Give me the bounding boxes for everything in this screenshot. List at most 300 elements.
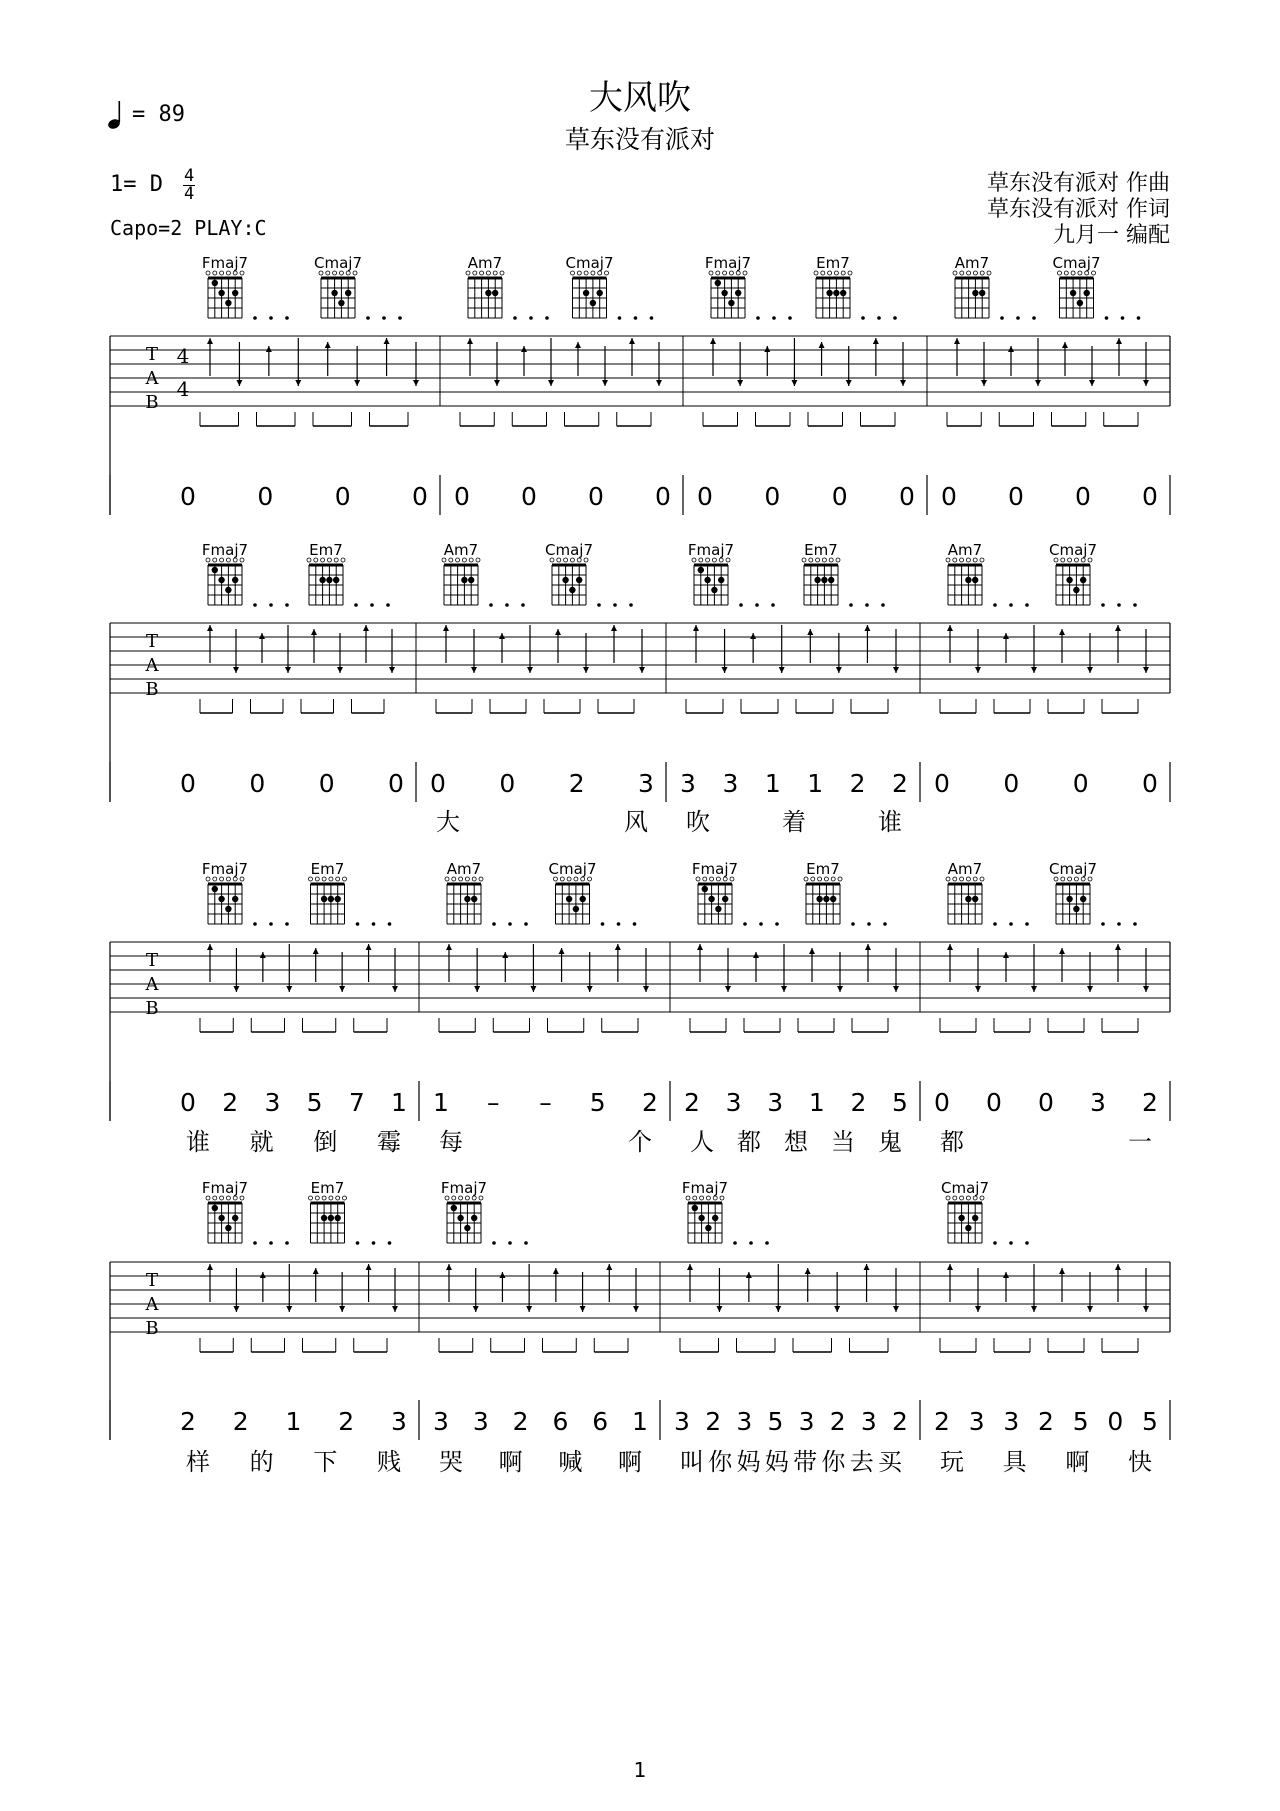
rhythm-dot: [285, 316, 289, 320]
lyric-char: 谁: [878, 808, 902, 836]
jianpu-note: 2: [705, 1407, 722, 1436]
strum-up-icon: [467, 338, 473, 344]
strum-down-icon: [893, 667, 899, 673]
strum-up-icon: [873, 338, 879, 344]
rhythm-dot: [1101, 603, 1105, 607]
open-string-marker: [341, 558, 345, 562]
strum-up-icon: [1115, 944, 1121, 950]
jianpu-note: 1: [808, 1088, 825, 1117]
strum-down-icon: [392, 986, 398, 992]
chord-dot: [218, 290, 224, 296]
chord-name: Cmaj7: [1049, 541, 1097, 559]
chord-dot: [225, 906, 231, 912]
rhythm-dot: [1025, 603, 1029, 607]
jianpu-note: 0: [941, 482, 957, 511]
rhythm-dot: [765, 1241, 769, 1245]
strum-down-icon: [846, 380, 852, 386]
lyric-char: 妈: [736, 1448, 761, 1476]
strum-up-icon: [313, 1268, 319, 1274]
chord-dot: [826, 290, 832, 296]
rhythm-dot: [356, 922, 360, 926]
chord-diagram: [549, 860, 597, 924]
rhythm-dot: [253, 1241, 257, 1245]
tab-clef-letter: B: [145, 1318, 159, 1339]
chord-diagram: [692, 860, 738, 924]
chord-dot: [1073, 587, 1079, 593]
jianpu-note: 5: [1142, 1407, 1158, 1436]
chord-dot: [212, 886, 218, 892]
jianpu-note: 0: [499, 769, 516, 798]
tab-clef-letter: T: [145, 1270, 159, 1291]
chord-dot: [704, 577, 710, 583]
rhythm-dot: [601, 922, 605, 926]
chord-name: Am7: [467, 254, 503, 272]
strum-down-icon: [580, 1306, 586, 1312]
rhythm-dot: [388, 1241, 392, 1245]
rhythm-dot: [513, 316, 517, 320]
chord-diagram: [1053, 254, 1101, 318]
chord-dot: [965, 577, 971, 583]
rhythm-dot: [993, 603, 997, 607]
chord-dot: [569, 587, 575, 593]
rhythm-dot: [269, 316, 273, 320]
chord-name: Cmaj7: [941, 1179, 989, 1197]
strum-down-icon: [233, 986, 239, 992]
rhythm-dot: [524, 922, 528, 926]
strum-down-icon: [337, 667, 343, 673]
chord-diagram: [1049, 541, 1097, 605]
rhythm-dot: [521, 603, 525, 607]
rhythm-dot: [597, 603, 601, 607]
rhythm-dot: [269, 603, 273, 607]
jianpu-note: 2: [642, 1088, 658, 1117]
chord-dot: [828, 577, 834, 583]
system-2: [110, 541, 1170, 836]
strum-down-icon: [471, 667, 477, 673]
credit-lyricist: 草东没有派对 作词: [987, 197, 1170, 222]
chord-dot: [471, 896, 477, 902]
rhythm-dot: [1117, 922, 1121, 926]
chord-dot: [692, 1205, 698, 1211]
rhythm-dot: [269, 922, 273, 926]
rhythm-dot: [253, 316, 257, 320]
rhythm-dot: [788, 316, 792, 320]
lyric-char: 的: [249, 1448, 274, 1476]
jianpu-note: 3: [391, 1407, 407, 1436]
song-title: 大风吹: [589, 78, 691, 118]
rhythm-dot: [505, 603, 509, 607]
rhythm-dot: [865, 603, 869, 607]
chord-diagram: [705, 254, 751, 318]
lyric-char: 谁: [186, 1128, 210, 1156]
strum-down-icon: [587, 986, 593, 992]
rhythm-dot: [1009, 603, 1013, 607]
jianpu-note: 1: [433, 1088, 449, 1117]
strum-down-icon: [643, 986, 649, 992]
chord-name: Em7: [804, 541, 838, 559]
jianpu-note: 0: [1142, 482, 1158, 511]
strum-down-icon: [836, 667, 842, 673]
strum-up-icon: [311, 629, 317, 635]
chord-dot: [965, 1225, 971, 1231]
chord-dot: [735, 290, 741, 296]
strum-down-icon: [236, 380, 242, 386]
rhythm-dot: [1137, 316, 1141, 320]
rhythm-dot: [529, 316, 533, 320]
jianpu-note: 2: [829, 1407, 846, 1436]
system-3: [110, 860, 1170, 1156]
chord-name: Am7: [947, 541, 983, 559]
chord-diagram: [445, 860, 483, 924]
jianpu-note: 0: [697, 482, 713, 511]
strum-up-icon: [687, 1264, 693, 1270]
chord-dot: [218, 896, 224, 902]
strum-up-icon: [207, 944, 213, 950]
strum-down-icon: [725, 986, 731, 992]
jianpu-note: 0: [1075, 482, 1091, 511]
jianpu-note: 0: [1072, 769, 1089, 798]
jianpu-note: 3: [1090, 1088, 1106, 1117]
rhythm-dot: [749, 1241, 753, 1245]
rhythm-dot: [629, 603, 633, 607]
chord-dot: [979, 290, 985, 296]
jianpu-note: 3: [638, 769, 654, 798]
strum-up-icon: [207, 1264, 213, 1270]
page-number: 1: [633, 1758, 647, 1782]
strum-up-icon: [819, 342, 825, 348]
open-string-marker: [836, 558, 840, 562]
chord-dot: [972, 577, 978, 583]
jianpu-note: 5: [306, 1088, 323, 1117]
strum-up-icon: [446, 1264, 452, 1270]
chord-dot: [331, 290, 337, 296]
chord-dot: [816, 896, 822, 902]
chord-diagram: [309, 860, 347, 924]
strum-up-icon: [499, 633, 505, 639]
chord-diagram: [566, 254, 614, 318]
chord-dot: [328, 1215, 334, 1221]
jianpu-note: 0: [764, 482, 781, 511]
chord-dot: [345, 290, 351, 296]
strum-up-icon: [947, 944, 953, 950]
rhythm-dot: [613, 603, 617, 607]
strum-down-icon: [548, 380, 554, 386]
rhythm-dot: [285, 1241, 289, 1245]
jianpu-note: 0: [831, 482, 848, 511]
credit-arranger: 九月一 编配: [1053, 223, 1170, 248]
chord-name: Fmaj7: [201, 1179, 249, 1197]
strum-up-icon: [807, 629, 813, 635]
strum-up-icon: [1059, 948, 1065, 954]
chord-dot: [212, 1205, 218, 1211]
jianpu-note: 2: [512, 1407, 529, 1436]
strum-down-icon: [1031, 667, 1037, 673]
strum-up-icon: [947, 625, 953, 631]
chord-dot: [451, 1205, 457, 1211]
strum-up-icon: [1115, 625, 1121, 631]
lyric-char: 下: [313, 1448, 338, 1476]
tab-clef-letter: B: [145, 392, 159, 413]
chord-name: Fmaj7: [687, 541, 735, 559]
lyric-char: 哭: [439, 1448, 463, 1476]
strum-down-icon: [722, 667, 728, 673]
chord-diagram: [314, 254, 362, 318]
lyric-char: 就: [249, 1128, 274, 1156]
lyric-char: 鬼: [878, 1128, 902, 1156]
lyric-char: 玩: [940, 1448, 964, 1476]
jianpu-note: 2: [1038, 1407, 1054, 1436]
strum-down-icon: [1035, 380, 1041, 386]
time-signature-numerator: 4: [184, 166, 195, 186]
rhythm-dot: [633, 922, 637, 926]
jianpu-note: 3: [968, 1407, 985, 1436]
jianpu-note: 2: [568, 769, 585, 798]
chord-dot: [840, 290, 846, 296]
jianpu-note: 0: [934, 769, 950, 798]
strum-down-icon: [893, 1306, 899, 1312]
strum-down-icon: [975, 1306, 981, 1312]
lyric-char: 啊: [1065, 1448, 1090, 1476]
strum-down-icon: [981, 380, 987, 386]
jianpu-note: 5: [1072, 1407, 1089, 1436]
chord-name: Fmaj7: [691, 860, 739, 878]
lyric-char: 去: [849, 1448, 874, 1476]
rhythm-dot: [993, 1241, 997, 1245]
chord-dot: [492, 290, 498, 296]
lyric-char: 喊: [558, 1448, 583, 1476]
strum-down-icon: [474, 986, 480, 992]
chord-diagram: [802, 541, 840, 605]
strum-up-icon: [805, 1268, 811, 1274]
tab-clef-letter: B: [145, 998, 159, 1019]
chord-dot: [321, 1215, 327, 1221]
jianpu-note: 2: [180, 1407, 196, 1436]
jianpu-note: 0: [1142, 769, 1158, 798]
lyric-char: 样: [186, 1448, 210, 1476]
jianpu-note: 5: [767, 1407, 784, 1436]
chord-dot: [576, 577, 582, 583]
rhythm-dot: [771, 603, 775, 607]
strum-up-icon: [313, 948, 319, 954]
strum-up-icon: [1062, 342, 1068, 348]
strum-down-icon: [286, 986, 292, 992]
strum-down-icon: [1087, 667, 1093, 673]
jianpu-note: 0: [180, 769, 196, 798]
rhythm-dot: [269, 1241, 273, 1245]
chord-name: Em7: [310, 860, 345, 878]
chord-diagram: [814, 254, 852, 318]
chord-dot: [1073, 906, 1079, 912]
tab-timesig-den: 4: [176, 377, 190, 401]
chord-name: Fmaj7: [201, 860, 249, 878]
chord-dot: [471, 1215, 477, 1221]
strum-up-icon: [1115, 1264, 1121, 1270]
strum-up-icon: [710, 338, 716, 344]
strum-up-icon: [555, 629, 561, 635]
strum-down-icon: [656, 380, 662, 386]
jianpu-note: 2: [849, 769, 866, 798]
jianpu-note: 1: [285, 1407, 302, 1436]
jianpu-note: 1: [807, 769, 824, 798]
strum-up-icon: [1008, 346, 1014, 352]
jianpu-note: 3: [736, 1407, 753, 1436]
lyric-char: 大: [436, 808, 460, 836]
strum-down-icon: [791, 380, 797, 386]
rhythm-dot: [650, 316, 654, 320]
chord-dot: [972, 896, 978, 902]
rhythm-dot: [492, 922, 496, 926]
jianpu-note: 0: [388, 769, 404, 798]
chord-dot: [712, 1215, 718, 1221]
lyric-char: 都: [940, 1128, 964, 1156]
jianpu-note: 0: [412, 482, 428, 511]
jianpu-note: 0: [986, 1088, 1002, 1117]
tab-clef-letter: A: [145, 368, 159, 389]
strum-down-icon: [716, 1306, 722, 1312]
strum-down-icon: [779, 667, 785, 673]
chord-dot: [702, 886, 708, 892]
chord-dot: [1077, 300, 1083, 306]
rhythm-dot: [756, 316, 760, 320]
strum-down-icon: [1143, 667, 1149, 673]
lyric-char: 霉: [377, 1128, 401, 1156]
strum-up-icon: [366, 1264, 372, 1270]
strum-up-icon: [864, 1264, 870, 1270]
strum-up-icon: [521, 346, 527, 352]
chord-dot: [1080, 896, 1086, 902]
jianpu-note: 0: [1003, 769, 1020, 798]
tab-clef-letter: T: [145, 344, 159, 365]
lyric-char: 你: [821, 1448, 846, 1476]
chord-diagram: [682, 1179, 728, 1243]
lyric-char: 你: [708, 1448, 733, 1476]
rhythm-dot: [386, 603, 390, 607]
strum-down-icon: [1089, 380, 1095, 386]
jianpu-note: 0: [334, 482, 351, 511]
jianpu-note: 3: [725, 1088, 742, 1117]
lyric-char: 风: [624, 808, 648, 836]
jianpu-note: 2: [850, 1088, 867, 1117]
strum-up-icon: [384, 338, 390, 344]
strum-up-icon: [559, 948, 565, 954]
chord-name: Fmaj7: [440, 1179, 488, 1197]
rhythm-dot: [877, 316, 881, 320]
chord-dot: [218, 1215, 224, 1221]
strum-down-icon: [775, 1306, 781, 1312]
rhythm-dot: [398, 316, 402, 320]
rhythm-dot: [618, 316, 622, 320]
rhythm-dot: [993, 922, 997, 926]
chord-name: Cmaj7: [545, 541, 593, 559]
chord-dot: [715, 280, 721, 286]
chord-dot: [464, 896, 470, 902]
strum-down-icon: [975, 986, 981, 992]
rhythm-dot: [253, 603, 257, 607]
chord-dot: [319, 577, 325, 583]
chord-diagram: [946, 541, 984, 605]
chord-name: Em7: [816, 254, 850, 272]
chord-diagram: [545, 541, 593, 605]
jianpu-note: 3: [860, 1407, 877, 1436]
jianpu-note: 1: [632, 1407, 648, 1436]
chord-dot: [232, 577, 238, 583]
open-string-marker: [838, 877, 842, 881]
chord-dot: [338, 300, 344, 306]
strum-up-icon: [502, 952, 508, 958]
lyric-char: 贱: [377, 1448, 401, 1476]
lyric-char: 叫: [680, 1448, 704, 1476]
rhythm-dot: [759, 922, 763, 926]
strum-up-icon: [750, 633, 756, 639]
strum-up-icon: [366, 944, 372, 950]
strum-down-icon: [285, 667, 291, 673]
jianpu-note: 1: [764, 769, 781, 798]
rhythm-dot: [1016, 316, 1020, 320]
chord-name: Fmaj7: [201, 254, 249, 272]
strum-up-icon: [1003, 1272, 1009, 1278]
jianpu-note: 3: [722, 769, 739, 798]
chord-dot: [326, 577, 332, 583]
chord-diagram: [202, 254, 248, 318]
strum-up-icon: [809, 948, 815, 954]
strum-up-icon: [1059, 1268, 1065, 1274]
chord-diagram: [688, 541, 734, 605]
chord-name: Cmaj7: [1049, 860, 1097, 878]
strum-down-icon: [1031, 986, 1037, 992]
chord-dot: [972, 1215, 978, 1221]
chord-dot: [335, 896, 341, 902]
tab-clef-letter: T: [145, 950, 159, 971]
strum-down-icon: [413, 380, 419, 386]
chord-dot: [583, 290, 589, 296]
strum-up-icon: [553, 1268, 559, 1274]
lyric-char: 带: [793, 1448, 818, 1476]
strum-down-icon: [354, 380, 360, 386]
jianpu-note: 3: [680, 769, 696, 798]
rhythm-dot: [285, 922, 289, 926]
chord-name: Fmaj7: [681, 1179, 729, 1197]
chord-dot: [814, 577, 820, 583]
lyric-char: 具: [1002, 1448, 1027, 1476]
strum-down-icon: [837, 986, 843, 992]
chord-name: Cmaj7: [1052, 254, 1101, 272]
rhythm-dot: [867, 922, 871, 926]
strum-up-icon: [606, 1264, 612, 1270]
rhythm-dot: [617, 922, 621, 926]
chord-dot: [212, 567, 218, 573]
chord-dot: [212, 280, 218, 286]
chord-dot: [232, 1215, 238, 1221]
chord-diagram: [202, 1179, 248, 1243]
chord-name: Am7: [954, 254, 990, 272]
rhythm-dot: [883, 922, 887, 926]
strum-down-icon: [295, 380, 301, 386]
lyric-char: 当: [831, 1128, 855, 1156]
chord-dot: [823, 896, 829, 902]
jianpu-note: 6: [552, 1407, 569, 1436]
chord-dot: [715, 906, 721, 912]
chord-dot: [708, 896, 714, 902]
lyric-char: 妈: [764, 1448, 789, 1476]
chord-dot: [722, 896, 728, 902]
strum-up-icon: [499, 1272, 505, 1278]
chord-dot: [590, 300, 596, 306]
strum-down-icon: [1087, 986, 1093, 992]
chord-dot: [580, 896, 586, 902]
jianpu-note: 0: [318, 769, 335, 798]
chord-dot: [833, 290, 839, 296]
chord-name: Em7: [309, 541, 343, 559]
